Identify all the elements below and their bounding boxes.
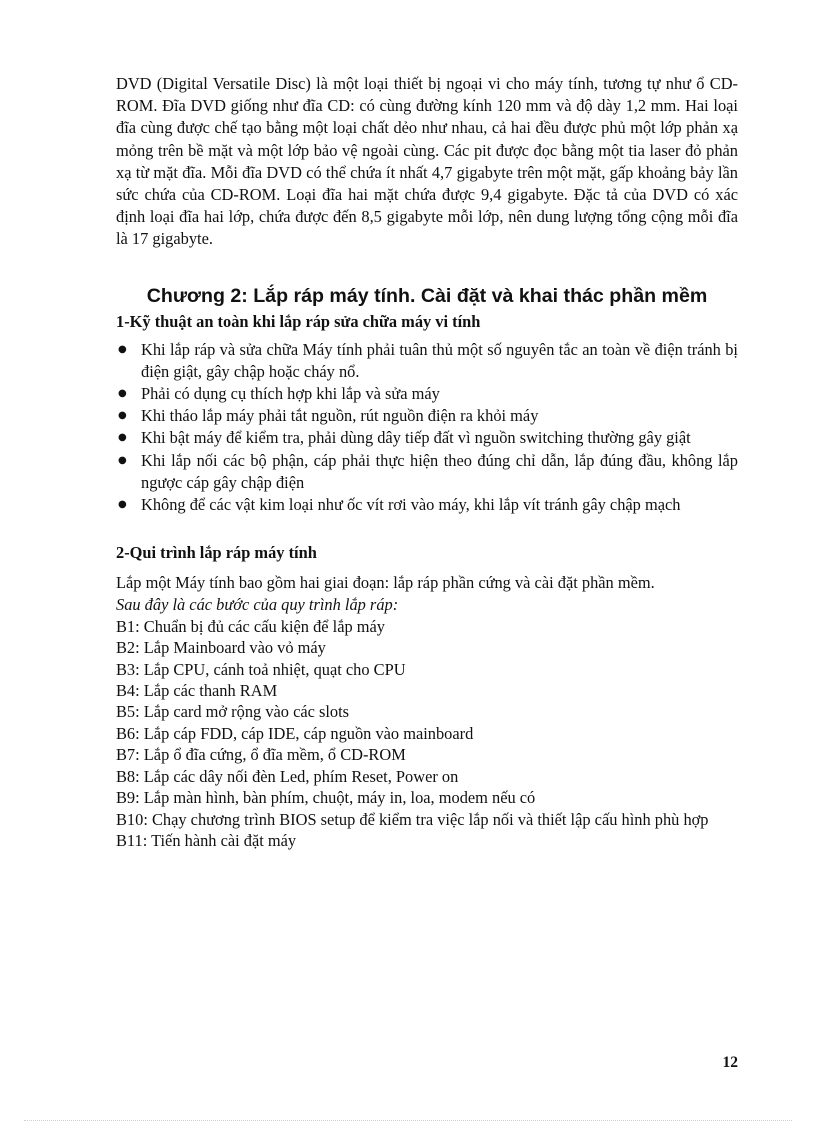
step-item: B3: Lắp CPU, cánh toả nhiệt, quạt cho CPU	[116, 659, 406, 679]
list-item-text: Khi lắp ráp và sửa chữa Máy tính phải tuân thủ một số nguyên tắc an toàn về điện tránh bị điện giật, gây chập hoặc cháy nổ.	[141, 339, 738, 381]
bullet-icon: ●	[118, 388, 127, 400]
list-item	[116, 339, 738, 383]
bullet-icon: ●	[118, 499, 127, 511]
step-item: B2: Lắp Mainboard vào vỏ máy	[116, 638, 326, 658]
bullet-icon: ●	[118, 343, 127, 355]
section-2-title: 2-Qui trình lắp ráp máy tính	[116, 543, 317, 563]
steps-intro: Sau đây là các bước của quy trình lắp ráp:	[116, 595, 399, 615]
step-item: B9: Lắp màn hình, bàn phím, chuột, máy in, loa, modem nếu có	[116, 788, 536, 808]
step-item: B7: Lắp ổ đĩa cứng, ổ đĩa mềm, ổ CD-ROM	[116, 745, 406, 765]
list-item-text: Không để các vật kim loại như ốc vít rơi vào máy, khi lắp vít tránh gây chập mạch	[141, 495, 681, 515]
list-item-text: Khi tháo lắp máy phải tắt nguồn, rút nguồn điện ra khỏi máy	[141, 406, 539, 426]
safety-bullet-list	[116, 339, 738, 517]
bullet-icon: ●	[118, 410, 127, 422]
bullet-icon: ●	[118, 432, 127, 444]
bullet-icon: ●	[118, 454, 127, 466]
step-item: B11: Tiến hành cài đặt máy	[116, 830, 297, 850]
step-item: B10: Chạy chương trình BIOS setup để kiểm tra việc lắp nối và thiết lập cấu hình phù hợp	[116, 809, 709, 829]
list-item	[116, 405, 738, 427]
chapter-title: Chương 2: Lắp ráp máy tính. Cài đặt và khai thác phần mềm	[146, 284, 708, 307]
page-number: 12	[722, 1054, 738, 1071]
document-page	[116, 73, 738, 851]
step-item: B6: Lắp cáp FDD, cáp IDE, cáp nguồn vào mainboard	[116, 723, 474, 743]
list-item-text: Khi bật máy để kiểm tra, phải dùng dây tiếp đất vì nguồn switching thường gây giật	[141, 428, 691, 448]
list-item-text: Phải có dụng cụ thích hợp khi lắp và sửa máy	[141, 384, 440, 404]
list-item-text: Khi lắp nối các bộ phận, cáp phải thực hiện theo đúng chỉ dẫn, lắp đúng đầu, không lắp ngược cáp gây chập điện	[141, 450, 738, 492]
assembly-steps-list	[116, 616, 738, 851]
list-item	[116, 427, 738, 449]
page-bottom-divider	[24, 1120, 792, 1121]
list-item	[116, 450, 738, 494]
section-2-intro: Lắp một Máy tính bao gồm hai giai đoạn: lắp ráp phần cứng và cài đặt phần mềm.	[116, 573, 655, 593]
step-item: B5: Lắp card mở rộng vào các slots	[116, 702, 350, 722]
list-item	[116, 383, 738, 405]
list-item	[116, 494, 738, 516]
intro-paragraph: DVD (Digital Versatile Disc) là một loại thiết bị ngoại vi cho máy tính, tương tự như ổ CD-ROM. Đĩa DVD giống như đĩa CD: có cùng đường kính 120 mm và độ dày 1,2 mm. Hai loại đĩa cùng được chế tạo bằng một loại chất dẻo như nhau, cả hai đều được phủ một lớp phản xạ mỏng trên bề mặt và một lớp bảo vệ ngoài cùng. Các pit được đọc bằng một tia laser đỏ phản xạ từ mặt đĩa. Mỗi đĩa DVD có thể chứa ít nhất 4,7 gigabyte trên một mặt, gấp khoảng bảy lần sức chứa của CD-ROM. Loại đĩa hai mặt chứa được 9,4 gigabyte. Đặc tả của DVD có xác định loại đĩa hai lớp, chứa được đến 8,5 gigabyte mỗi lớp, nên dung lượng tổng cộng mỗi đĩa là 17 gigabyte.	[116, 74, 738, 249]
step-item: B8: Lắp các dây nối đèn Led, phím Reset, Power on	[116, 766, 459, 786]
step-item: B1: Chuẩn bị đủ các cấu kiện để lắp máy	[116, 616, 385, 636]
step-item: B4: Lắp các thanh RAM	[116, 681, 278, 701]
section-1-title: 1-Kỹ thuật an toàn khi lắp ráp sửa chữa máy vi tính	[116, 311, 481, 331]
